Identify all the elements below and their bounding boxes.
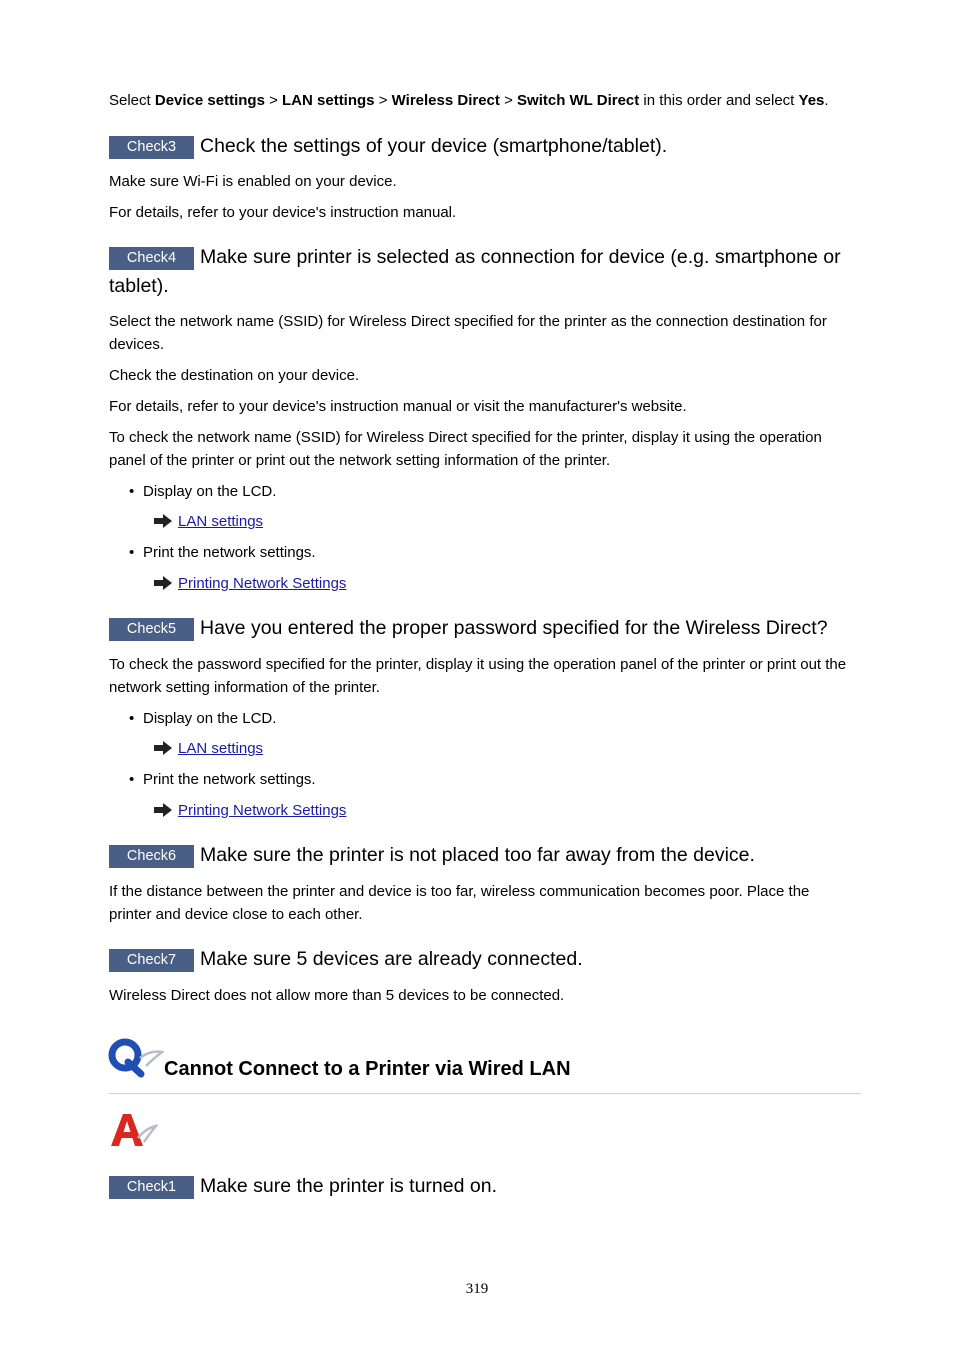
check4-link-row-print bbox=[154, 574, 346, 596]
section-divider bbox=[109, 1093, 861, 1094]
arrow-right-icon bbox=[154, 576, 172, 596]
check4-title: Make sure printer is selected as connection for device (e.g. smartphone or tablet). bbox=[109, 246, 841, 297]
bullet-dot: • bbox=[129, 544, 135, 561]
q-icon bbox=[108, 1038, 164, 1083]
check5-bullet-print bbox=[129, 770, 316, 790]
arrow-right-icon bbox=[154, 514, 172, 534]
check1-badge: Check1 bbox=[109, 1176, 194, 1199]
check7-title: Make sure 5 devices are already connected. bbox=[200, 948, 583, 970]
check3-heading bbox=[109, 132, 854, 161]
check7-p1: Wireless Direct does not allow more than 5 devices to be connected. bbox=[109, 987, 565, 1004]
lan-settings-link[interactable]: LAN settings bbox=[178, 513, 264, 530]
check5-link-row-lan bbox=[154, 739, 263, 761]
check6-title: Make sure the printer is not placed too far away from the device. bbox=[200, 844, 755, 866]
menu-yes: Yes bbox=[798, 92, 825, 109]
bullet-text: Display on the LCD. bbox=[143, 483, 277, 500]
check4-p4: To check the network name (SSID) for Wireless Direct specified for the printer, display it using the operation panel of the printer or print out the network setting information of the printer. bbox=[109, 429, 822, 469]
check5-title: Have you entered the proper password specified for the Wireless Direct? bbox=[200, 617, 828, 639]
intro-text: Select bbox=[109, 92, 155, 109]
check7-heading bbox=[109, 945, 854, 974]
check7-badge: Check7 bbox=[109, 949, 194, 972]
check6-badge: Check6 bbox=[109, 845, 194, 868]
printing-network-settings-link[interactable]: Printing Network Settings bbox=[178, 802, 347, 819]
menu-device-settings: Device settings bbox=[154, 92, 265, 109]
check6-p1: If the distance between the printer and device is too far, wireless communication becomes poor. Place the printer and device close to each other. bbox=[109, 883, 810, 923]
intro-text: in this order and select bbox=[639, 92, 799, 109]
separator: > bbox=[499, 92, 518, 109]
check1-title: Make sure the printer is turned on. bbox=[200, 1175, 497, 1197]
check5-heading bbox=[109, 614, 854, 643]
question-title: Cannot Connect to a Printer via Wired LAN bbox=[164, 1058, 571, 1080]
bullet-text: Print the network settings. bbox=[143, 544, 316, 561]
bullet-text: Display on the LCD. bbox=[143, 710, 277, 727]
bullet-dot: • bbox=[129, 710, 135, 727]
bullet-dot: • bbox=[129, 771, 135, 788]
check4-p3: For details, refer to your device's instruction manual or visit the manufacturer's website. bbox=[109, 398, 687, 415]
check4-p2: Check the destination on your device. bbox=[109, 367, 360, 384]
lan-settings-link[interactable]: LAN settings bbox=[178, 740, 264, 757]
check4-badge: Check4 bbox=[109, 247, 194, 270]
check5-bullet-lcd bbox=[129, 709, 276, 729]
bullet-text: Print the network settings. bbox=[143, 771, 316, 788]
check3-p2: For details, refer to your device's instruction manual. bbox=[109, 204, 457, 221]
bullet-dot: • bbox=[129, 483, 135, 500]
arrow-right-icon bbox=[154, 803, 172, 823]
check4-bullet-lcd bbox=[129, 482, 276, 502]
check4-link-row-lan bbox=[154, 512, 263, 534]
a-icon bbox=[108, 1112, 158, 1153]
check4-p1: Select the network name (SSID) for Wireless Direct specified for the printer as the connection destination for devices. bbox=[109, 313, 827, 353]
intro-instruction bbox=[109, 89, 854, 112]
check3-title: Check the settings of your device (smartphone/tablet). bbox=[200, 135, 668, 157]
separator: > bbox=[264, 92, 283, 109]
check6-heading bbox=[109, 841, 854, 870]
check5-p1: To check the password specified for the printer, display it using the operation panel of the printer or print out the network setting information of the printer. bbox=[109, 656, 847, 696]
page-number: 319 bbox=[465, 1281, 489, 1297]
check5-link-row-print bbox=[154, 801, 346, 823]
intro-text: . bbox=[824, 92, 829, 109]
menu-lan-settings: LAN settings bbox=[282, 92, 375, 109]
printing-network-settings-link[interactable]: Printing Network Settings bbox=[178, 575, 347, 592]
separator: > bbox=[374, 92, 392, 109]
menu-switch-wl-direct: Switch WL Direct bbox=[517, 92, 640, 109]
check5-badge: Check5 bbox=[109, 618, 194, 641]
check4-heading bbox=[109, 243, 854, 301]
check3-badge: Check3 bbox=[109, 136, 194, 159]
check1-heading bbox=[109, 1172, 854, 1201]
menu-wireless-direct: Wireless Direct bbox=[391, 92, 500, 109]
check4-bullet-print bbox=[129, 543, 316, 563]
check3-p1: Make sure Wi-Fi is enabled on your device. bbox=[109, 173, 397, 190]
arrow-right-icon bbox=[154, 741, 172, 761]
